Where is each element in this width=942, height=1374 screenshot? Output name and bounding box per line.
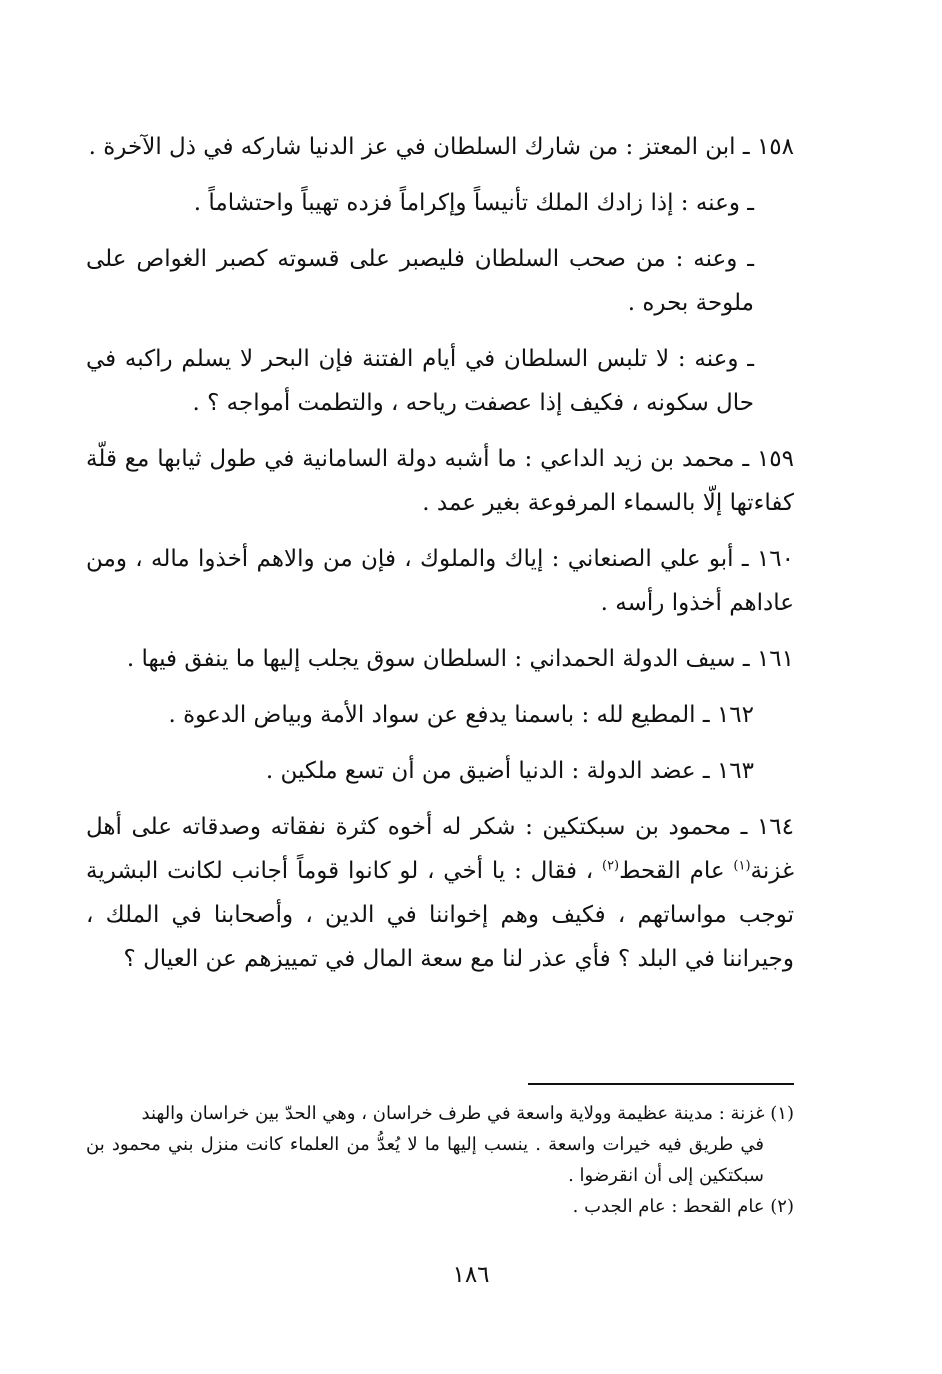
footnote-ref-2[interactable]: (٢) [601, 858, 620, 874]
entry-159: ١٥٩ ـ محمد بن زيد الداعي : ما أشبه دولة السامانية في طول ثيابها مع قلّة كفاءتها إلّا بالسماء المرفوعة بغير عمد . [86, 446, 794, 516]
footnote-1 [86, 1098, 794, 1191]
entry-158: ١٥٨ ـ ابن المعتز : من شارك السلطان في عز الدنيا شاركه في ذل الآخرة . [88, 134, 794, 160]
entry-162: ١٦٢ ـ المطيع لله : باسمنا يدفع عن سواد الأمة وبياض الدعوة . [168, 702, 754, 728]
entry-161: ١٦١ ـ سيف الدولة الحمداني : السلطان سوق يجلب إليها ما ينفق فيها . [126, 646, 794, 672]
entry-160: ١٦٠ ـ أبو علي الصنعاني : إياك والملوك ، فإن من والاهم أخذوا ماله ، ومن عاداهم أخذوا رأسه . [86, 546, 794, 616]
entry-163: ١٦٣ ـ عضد الدولة : الدنيا أضيق من أن تسع ملكين . [265, 758, 754, 784]
page-number: ١٨٦ [452, 1262, 490, 1288]
footnote-1-first-line: (١) غزنة : مدينة عظيمة وولاية واسعة في طرف خراسان ، وهي الحدّ بين خراسان والهند [141, 1103, 794, 1124]
entry-164-part-3: ، فقال : يا أخي ، لو كانوا قوماً أجانب لكانت البشرية توجب مواساتهم ، فكيف وهم إخواننا في الدين ، وأصحابنا في الملك ، وجيراننا في البلد ؟ فأي عذر لنا مع سعة المال في تمييزهم عن العيال ؟ [86, 858, 794, 972]
footnote-divider [528, 1083, 794, 1085]
main-text [86, 125, 794, 993]
entry-158-sub-3: ـ وعنه : لا تلبس السلطان في أيام الفتنة فإن البحر لا يسلم راكبه في حال سكونه ، فكيف إذا عصفت رياحه ، والتطمت أمواجه ؟ . [86, 346, 754, 416]
footnote-ref-1[interactable]: (١) [733, 858, 751, 874]
entry-164-part-2: عام القحط [619, 858, 734, 884]
footnote-1-continuation: في طريق فيه خيرات واسعة . ينسب إليها ما لا يُعدُّ من العلماء كانت منزل بني محمود بن سبكتكين إلى أن انقرضوا . [86, 1134, 764, 1186]
footnote-2: (٢) عام القحط : عام الجدب . [572, 1196, 794, 1217]
footnotes [86, 1098, 794, 1222]
entry-158-sub-2: ـ وعنه : من صحب السلطان فليصبر على قسوته كصبر الغواص على ملوحة بحره . [86, 246, 754, 316]
entry-158-sub-1: ـ وعنه : إذا زادك الملك تأنيساً وإكراماً فزده تهيباً واحتشاماً . [193, 190, 754, 216]
entry-164 [86, 805, 794, 981]
entry-164-part-1: ١٦٤ ـ محمود بن سبكتكين : شكر له أخوه كثرة نفقاته وصدقاته على أهل غزنة [86, 814, 794, 884]
